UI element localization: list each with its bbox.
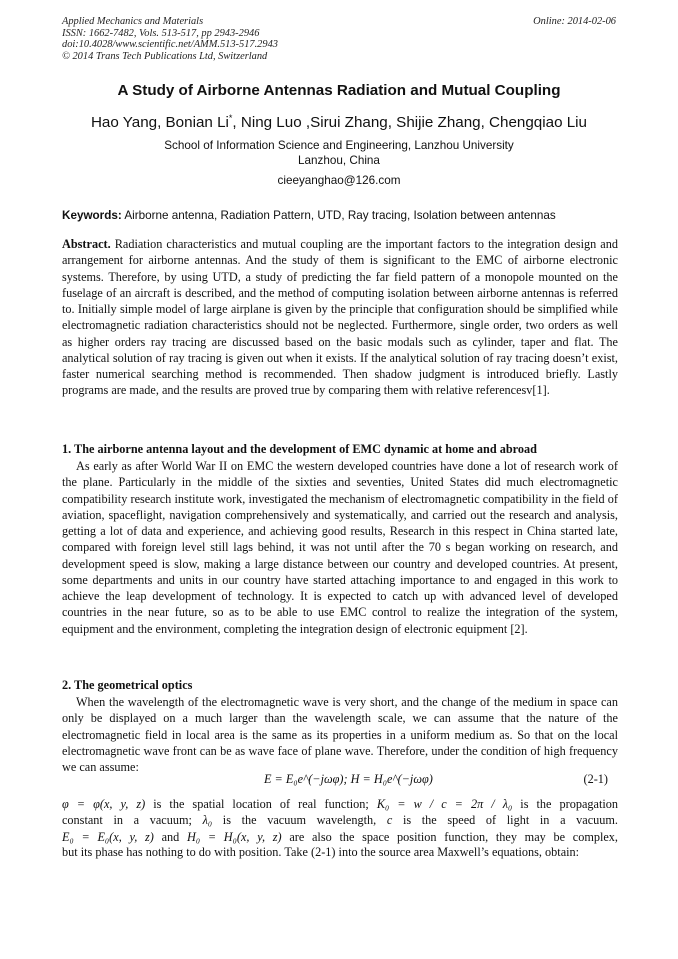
doi-line: doi:10.4028/www.scientific.net/AMM.513-517.2943 bbox=[62, 39, 278, 51]
math-c: c bbox=[386, 813, 393, 828]
equation-2-1 bbox=[62, 772, 618, 788]
abstract-text: Radiation characteristics and mutual coupling are the important factors to the integration design and arrangement for airborne antennas. And the study of them is significant to the EMC of airborne electronic systems. Therefore, by using UTD, a study of predicting the far field pattern of a monopole mounted on the fuselage of an aircraft is described, and the method of computing isolation between airborne antennas is referred to. Initially simple model of large airplane is given by the principle that configuration should be simplified while electromagnetic radiation characteristics should not be neglected. Furthermore, single order, two orders as well as higher orders ray tracing are discussed based on the basic modals such as cylinder, taper and flat. The analytical solution of ray tracing is given out when it exists. If the analytical solution of ray tracing doesn’t exist, faster numerical searching method is recommended. Then shadow judgment is introduced briefly. Lastly programs are made, and the results are proved true by comparing them with relative referencesv[1]. bbox=[62, 237, 618, 398]
math-phi: φ = φ(x, y, z) bbox=[62, 797, 146, 811]
definition-text: is the speed of light in a vacuum. bbox=[392, 813, 618, 828]
math-h0: H₀ = H₀(x, y, z) bbox=[187, 829, 282, 844]
math-lambda0: λ₀ bbox=[202, 813, 213, 828]
equation-number: (2-1) bbox=[583, 772, 608, 786]
affiliation-line-1: School of Information Science and Engineering, Lanzhou University bbox=[164, 139, 514, 152]
corresponding-mark: * bbox=[228, 113, 233, 123]
definition-line-1 bbox=[62, 796, 618, 812]
abstract-label: Abstract. bbox=[62, 237, 111, 251]
section-2-continuation: but its phase has nothing to do with position. Take (2-1) into the source area Maxwell’s equations, obtain: bbox=[62, 845, 580, 859]
definition-text: is the spatial location of real function; bbox=[145, 797, 377, 811]
keywords-label: Keywords: bbox=[62, 209, 122, 222]
authors-rest: , Ning Luo ,Sirui Zhang, Shijie Zhang, Chengqiao Liu bbox=[232, 114, 588, 132]
section-2-body: When the wavelength of the electromagnetic wave is very short, and the change of the medium in space can only be displayed on a much larger than the wavelength scale, we can assume that the nature of the electromagnetic field in local area is the same as its properties in a uniform medium as. So that on the local electromagnetic wave front can be as wave face of plane wave. Therefore, under the condition of high frequency we can assume: bbox=[62, 695, 618, 774]
equation-formula: E = E₀e^(−jωφ); H = H₀e^(−jωφ) bbox=[264, 772, 433, 786]
journal-name: Applied Mechanics and Materials bbox=[62, 16, 204, 27]
keywords bbox=[62, 209, 618, 222]
definition-line-2 bbox=[62, 812, 618, 828]
section-1-body: As early as after World War II on EMC the western developed countries have done a lot of research work of the plane. Particularly in the middle of the sixties and seventies, United States did much electromagnetic compatibility research institute work, investigated the mechanism of electromagnetic compatibility in the field of aviation, spaceflight, navigation comprehensively and systematically, and carried out the research and analysis, getting a lot of data and experience, and achieving good results, Research in this respect in China started late, compared with foreign level still lags behind, it was not until after the 70 s began working on research, and development speed is slow, making a large distance between our country and developed countries. At present, some departments and units in our country have started attaching importance to and engaged in this work to achieve the leap development of technology. It is expected to catch up with advanced level of developed countries in the near future, so as to be able to use EMC control to realize the integration of the system, equipment and the environment, completing the integration design of electronic equipment [2]. bbox=[62, 459, 618, 636]
definition-text: constant in a vacuum; bbox=[62, 813, 203, 828]
equation-definitions bbox=[62, 796, 618, 845]
definition-text: is the vacuum wavelength, bbox=[212, 813, 387, 828]
online-date: Online: 2014-02-06 bbox=[533, 16, 616, 27]
author-email: cieeyanghao@126.com bbox=[277, 174, 401, 187]
affiliation bbox=[0, 139, 678, 168]
authors-first: Hao Yang, Bonian Li bbox=[90, 114, 229, 132]
affiliation-line-2: Lanzhou, China bbox=[298, 153, 380, 167]
section-2-heading: 2. The geometrical optics bbox=[62, 678, 193, 692]
section-1-heading: 1. The airborne antenna layout and the development of EMC dynamic at home and abroad bbox=[62, 442, 537, 456]
abstract bbox=[62, 236, 618, 399]
math-e0: E₀ = E₀(x, y, z) bbox=[62, 829, 154, 844]
keywords-text: Airborne antenna, Radiation Pattern, UTD, Ray tracing, Isolation between antennas bbox=[121, 209, 556, 222]
author-list bbox=[0, 113, 678, 131]
math-k0: K₀ = w / c = 2π / λ₀ bbox=[376, 797, 513, 811]
definition-line-3 bbox=[62, 829, 618, 845]
issn-line: ISSN: 1662-7482, Vols. 513-517, pp 2943-2946 bbox=[62, 27, 260, 39]
copyright-line: © 2014 Trans Tech Publications Ltd, Switzerland bbox=[62, 50, 268, 62]
definition-text: and bbox=[153, 829, 187, 844]
paper-title: A Study of Airborne Antennas Radiation and Mutual Coupling bbox=[117, 82, 561, 99]
definition-text: is the propagation bbox=[512, 797, 619, 811]
journal-header bbox=[62, 16, 278, 62]
definition-text: are also the space position function, they may be complex, bbox=[281, 829, 618, 844]
